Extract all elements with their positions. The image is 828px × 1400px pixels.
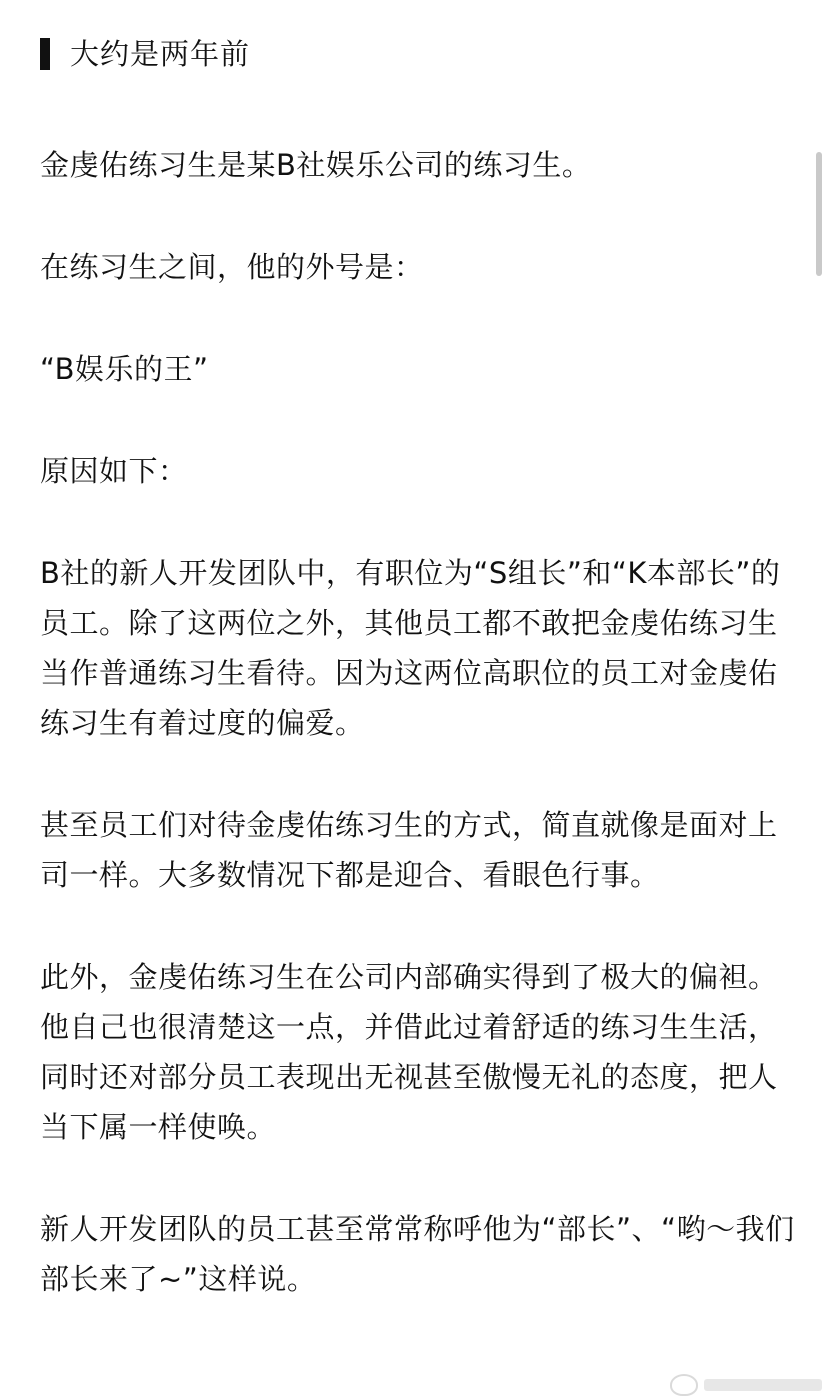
paragraph: “B娱乐的王”	[40, 352, 209, 386]
paragraph: B社的新人开发团队中，有职位为“S组长”和“K本部长”的员工。除了这两位之外，其他员工都不敢把金虔佑练习生当作普通练习生看待。因为这两位高职位的员工对金虔佑练习生有着过度的偏爱。	[40, 556, 781, 740]
paragraph: 新人开发团队的员工甚至常常称呼他为“部长”、“哟～我们部长来了~”这样说。	[40, 1212, 795, 1296]
paragraph: 在练习生之间，他的外号是：	[40, 250, 424, 284]
paragraph: 此外，金虔佑练习生在公司内部确实得到了极大的偏袒。他自己也很清楚这一点，并借此过着舒适的练习生生活，同时还对部分员工表现出无视甚至傲慢无礼的态度，把人当下属一样使唤。	[40, 960, 778, 1144]
section-heading	[40, 34, 250, 74]
paragraph: 甚至员工们对待金虔佑练习生的方式，简直就像是面对上司一样。大多数情况下都是迎合、看眼色行事。	[40, 808, 778, 892]
heading-text: 大约是两年前	[70, 37, 251, 71]
paragraph: 原因如下：	[40, 454, 188, 488]
watermark-text-mark	[704, 1379, 822, 1391]
article-body	[40, 140, 800, 1356]
watermark	[670, 1374, 822, 1396]
watermark-logo-icon	[670, 1374, 698, 1396]
heading-bar-icon	[40, 38, 50, 70]
paragraph: 金虔佑练习生是某B社娱乐公司的练习生。	[40, 148, 592, 182]
scrollbar-thumb[interactable]	[816, 152, 822, 276]
